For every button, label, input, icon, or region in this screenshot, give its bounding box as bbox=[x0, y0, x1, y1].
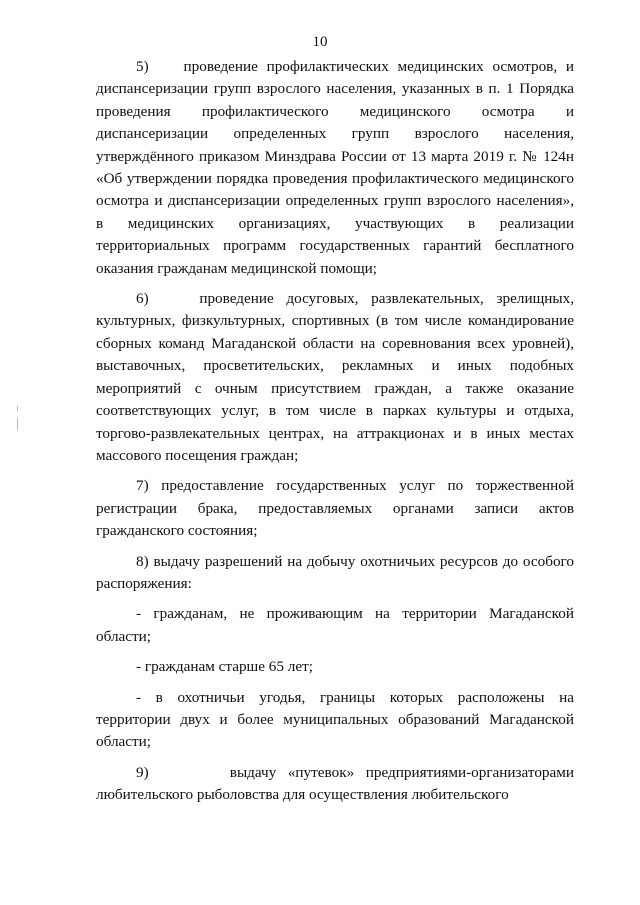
paragraph-item-9: 9) выдачу «путевок» предприятиями-организаторами любительского рыболовства для осуществления любительского bbox=[96, 763, 574, 804]
scan-margin-mark bbox=[17, 406, 18, 411]
paragraph-item-8: 8) выдачу разрешений на добычу охотничьих ресурсов до особого распоряжения: bbox=[96, 552, 574, 592]
paragraph-item-5: 5) проведение профилактических медицинских осмотров, и диспансеризации групп взрослого населения, указанных в п. 1 Порядка проведения профилактического медицинского осмотра и диспансеризации определенных групп взрослого населения, утверждённого приказом Минздрава России от 13 марта 2019 г. № 124н «Об утверждении порядка проведения профилактического медицинского осмотра и диспансеризации определенных групп взрослого населения», в медицинских организациях, участвующих в реализации территориальных программ государственных гарантий бесплатного оказания гражданам медицинской помощи; bbox=[96, 58, 574, 277]
document-body bbox=[96, 56, 574, 815]
list-item-over-65: - гражданам старше 65 лет; bbox=[136, 658, 313, 676]
paragraph-item-7: 7) предоставление государственных услуг по торжественной регистрации брака, предоставляемых органами записи актов гражданского состояния; bbox=[96, 477, 574, 540]
scan-margin-mark bbox=[17, 418, 18, 430]
list-item-nonresidents: - гражданам, не проживающим на территории Магаданской области; bbox=[96, 605, 574, 645]
list-item-hunting-grounds: - в охотничьи угодья, границы которых расположены на территории двух и более муниципальных образований Магаданской области; bbox=[96, 688, 574, 751]
paragraph-item-6: 6) проведение досуговых, развлекательных, зрелищных, культурных, физкультурных, спортивных (в том числе командирование сборных команд Магаданской области на соревнования всех уровней), выставочных, просветительских, рекламных и иных подобных мероприятий с очным присутствием граждан, а также оказание соответствующих услуг, в том числе в парках культуры и отдыха, торгово-развлекательных центрах, на аттракционах и в иных местах массового посещения граждан; bbox=[96, 290, 574, 464]
page-number: 10 bbox=[312, 34, 328, 50]
